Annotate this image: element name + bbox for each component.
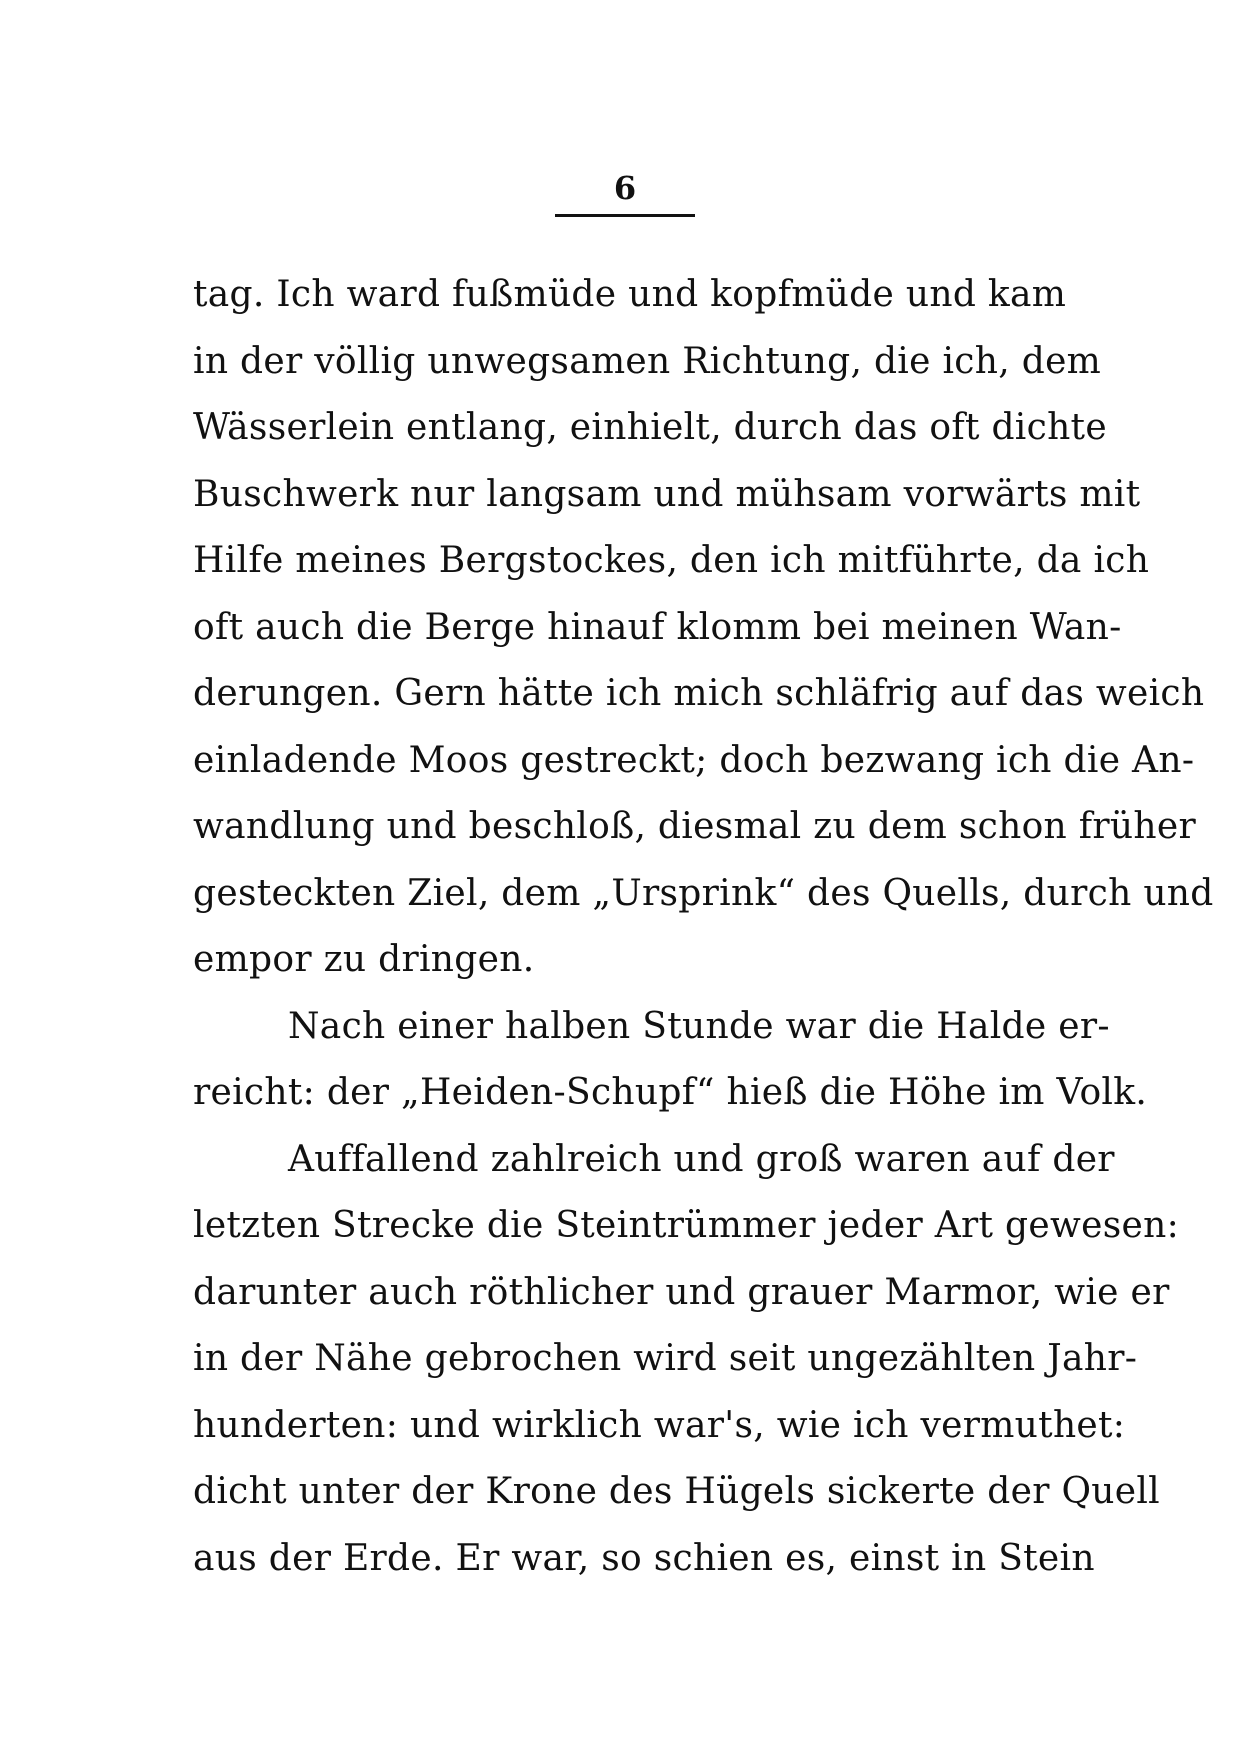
text-line: hunderten: und wirklich war's, wie ich vermuthet: [193,1404,1126,1446]
text-line: gesteckten Ziel, dem „Ursprink“ des Quells, durch und [193,872,1214,914]
text-line: Hilfe meines Bergstockes, den ich mitführte, da ich [193,540,1150,581]
text-line: wandlung und beschloß, diesmal zu dem schon früher [193,806,1196,847]
body-text [193,262,1214,1592]
page-number: 6 [613,169,637,207]
text-line: tag. Ich ward fußmüde und kopfmüde und kam [193,274,1067,315]
text-line: Buschwerk nur langsam und mühsam vorwärts mit [193,473,1141,515]
text-line: Wässerlein entlang, einhielt, durch das oft dichte [193,407,1107,448]
text-line: oft auch die Berge hinauf klomm bei meinen Wan- [193,606,1122,648]
text-line: reicht: der „Heiden-Schupf“ hieß die Höhe im Volk. [193,1072,1148,1113]
text-line: darunter auch röthlicher und grauer Marmor, wie er [193,1271,1170,1313]
text-line: in der Nähe gebrochen wird seit ungezählten Jahr- [193,1338,1138,1379]
text-line: einladende Moos gestreckt; doch bezwang ich die An- [193,739,1195,781]
text-line: Auffallend zahlreich und groß waren auf der [288,1138,1115,1180]
text-line: derungen. Gern hätte ich mich schläfrig auf das weich [193,673,1205,714]
text-line: aus der Erde. Er war, so schien es, einst in Stein [193,1537,1095,1579]
text-line: dicht unter der Krone des Hügels sickerte der Quell [193,1471,1160,1512]
page-number-rule [555,214,695,217]
text-line: Nach einer halben Stunde war die Halde er- [288,1005,1110,1047]
text-line: letzten Strecke die Steintrümmer jeder Art gewesen: [193,1205,1179,1246]
text-line: in der völlig unwegsamen Richtung, die ich, dem [193,340,1102,382]
text-line: empor zu dringen. [193,939,535,980]
